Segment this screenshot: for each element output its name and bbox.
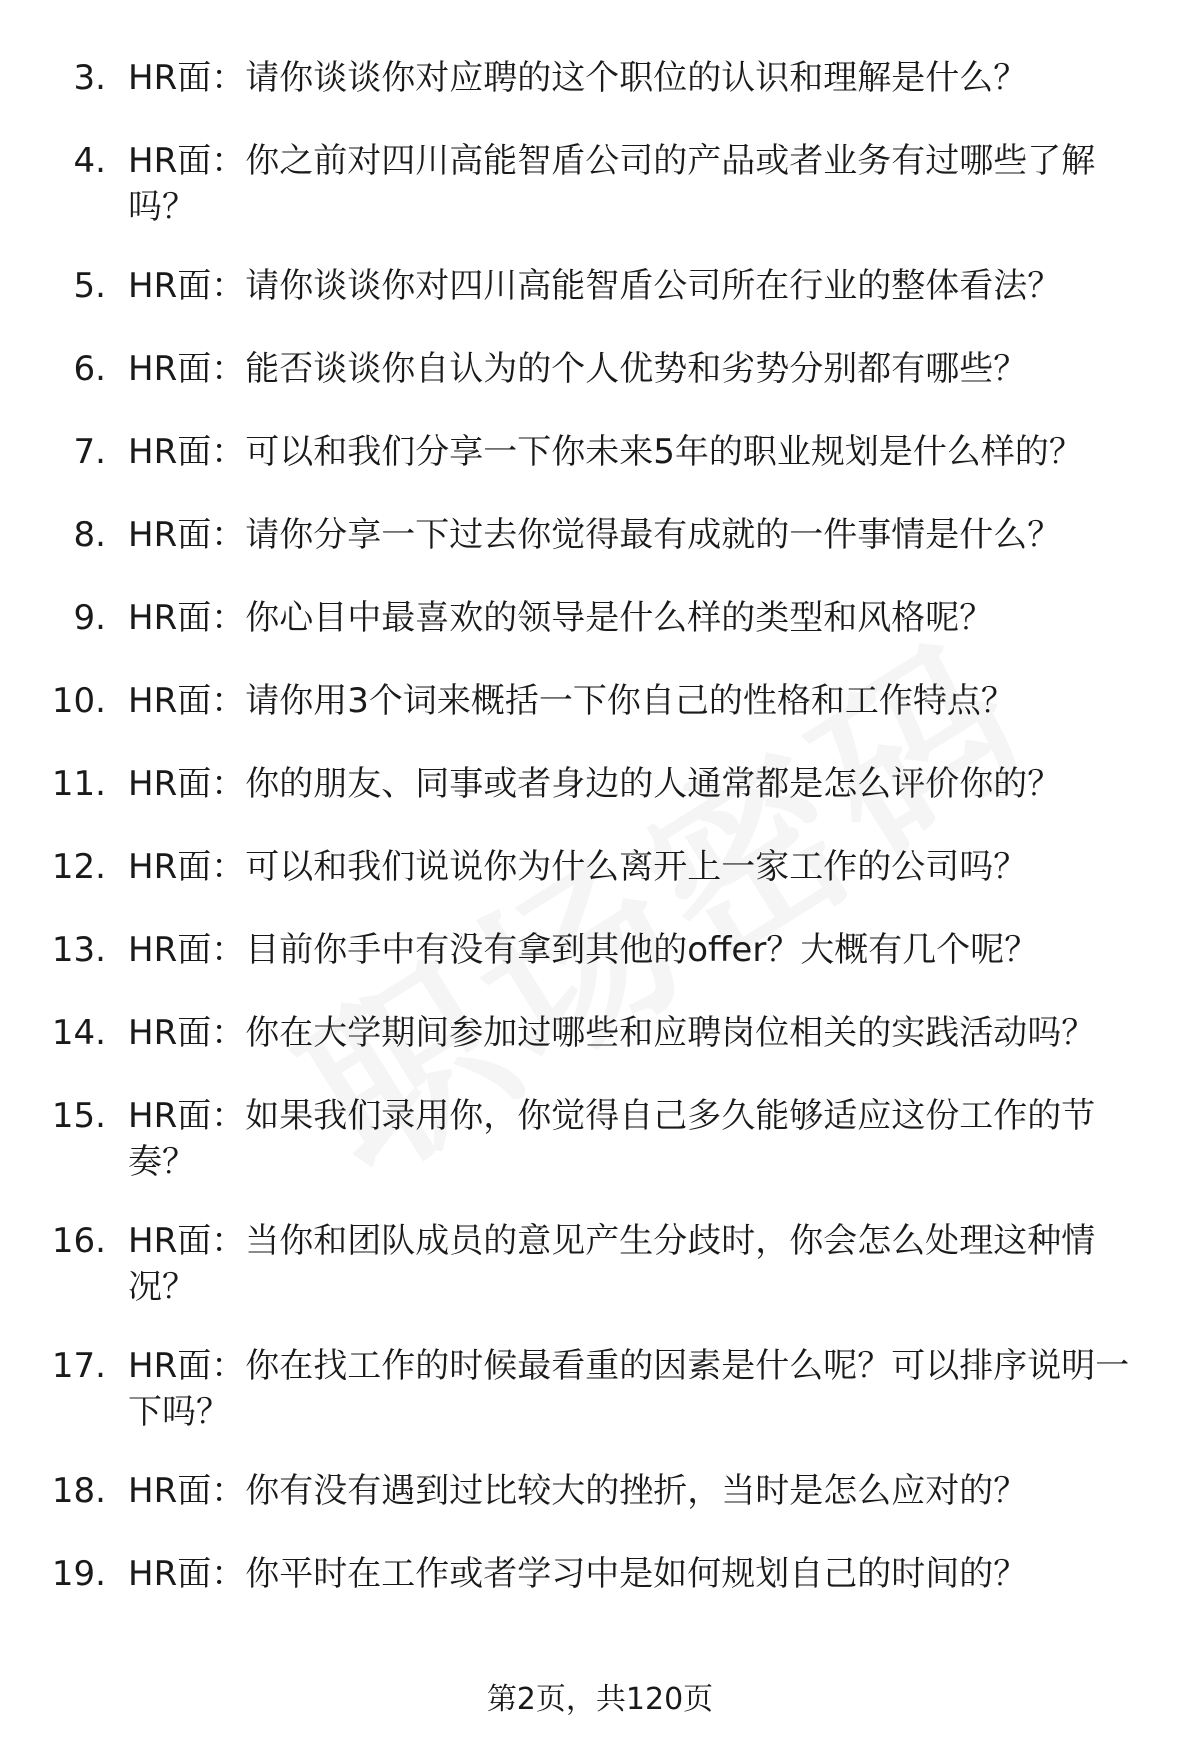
- item-text: HR面：能否谈谈你自认为的个人优势和劣势分别都有哪些？: [128, 349, 1028, 389]
- list-item: [0, 1010, 1200, 1056]
- item-number: 7.: [73, 432, 106, 472]
- page-footer: 第2页，共120页: [486, 1682, 714, 1717]
- item-text: HR面：你在找工作的时候最看重的因素是什么呢？可以排序说明一下吗？: [128, 1346, 1130, 1432]
- item-number: 11.: [51, 764, 106, 804]
- item-text: HR面：请你用3个词来概括一下你自己的性格和工作特点？: [128, 681, 1015, 721]
- item-text: HR面：你的朋友、同事或者身边的人通常都是怎么评价你的？: [128, 764, 1062, 804]
- list-item: [0, 1093, 1200, 1185]
- item-text: HR面：可以和我们说说你为什么离开上一家工作的公司吗？: [128, 847, 1028, 887]
- item-text: HR面：你在大学期间参加过哪些和应聘岗位相关的实践活动吗？: [128, 1013, 1096, 1053]
- item-number: 9.: [73, 598, 106, 638]
- item-number: 6.: [73, 349, 106, 389]
- list-item: [0, 844, 1200, 890]
- list-item: [0, 346, 1200, 392]
- question-list: [0, 55, 1200, 1634]
- item-number: 15.: [51, 1096, 106, 1136]
- item-text: HR面：请你分享一下过去你觉得最有成就的一件事情是什么？: [128, 515, 1062, 555]
- list-item: [0, 927, 1200, 973]
- item-number: 13.: [51, 930, 106, 970]
- item-number: 18.: [51, 1471, 106, 1511]
- item-number: 5.: [73, 266, 106, 306]
- item-text: HR面：如果我们录用你，你觉得自己多久能够适应这份工作的节奏？: [128, 1096, 1096, 1182]
- item-number: 10.: [51, 681, 106, 721]
- list-item: [0, 1343, 1200, 1435]
- item-text: HR面：你平时在工作或者学习中是如何规划自己的时间的？: [128, 1554, 1028, 1594]
- item-text: HR面：你之前对四川高能智盾公司的产品或者业务有过哪些了解吗？: [128, 141, 1096, 227]
- item-number: 12.: [51, 847, 106, 887]
- item-text: HR面：你心目中最喜欢的领导是什么样的类型和风格呢？: [128, 598, 994, 638]
- item-number: 14.: [51, 1013, 106, 1053]
- item-text: HR面：当你和团队成员的意见产生分歧时，你会怎么处理这种情况？: [128, 1221, 1096, 1307]
- list-item: [0, 761, 1200, 807]
- list-item: [0, 55, 1200, 101]
- list-item: [0, 429, 1200, 475]
- list-item: [0, 1218, 1200, 1310]
- list-item: [0, 595, 1200, 641]
- item-number: 8.: [73, 515, 106, 555]
- item-text: HR面：请你谈谈你对四川高能智盾公司所在行业的整体看法？: [128, 266, 1062, 306]
- item-text: HR面：你有没有遇到过比较大的挫折，当时是怎么应对的？: [128, 1471, 1028, 1511]
- list-item: [0, 263, 1200, 309]
- item-text: HR面：目前你手中有没有拿到其他的offer？大概有几个呢？: [128, 930, 1039, 970]
- item-text: HR面：请你谈谈你对应聘的这个职位的认识和理解是什么？: [128, 58, 1028, 98]
- list-item: [0, 138, 1200, 230]
- item-text: HR面：可以和我们分享一下你未来5年的职业规划是什么样的？: [128, 432, 1083, 472]
- item-number: 3.: [73, 58, 106, 98]
- item-number: 4.: [73, 141, 106, 181]
- list-item: [0, 1468, 1200, 1514]
- item-number: 17.: [51, 1346, 106, 1386]
- item-number: 19.: [51, 1554, 106, 1594]
- list-item: [0, 1551, 1200, 1597]
- list-item: [0, 512, 1200, 558]
- list-item: [0, 678, 1200, 724]
- item-number: 16.: [51, 1221, 106, 1261]
